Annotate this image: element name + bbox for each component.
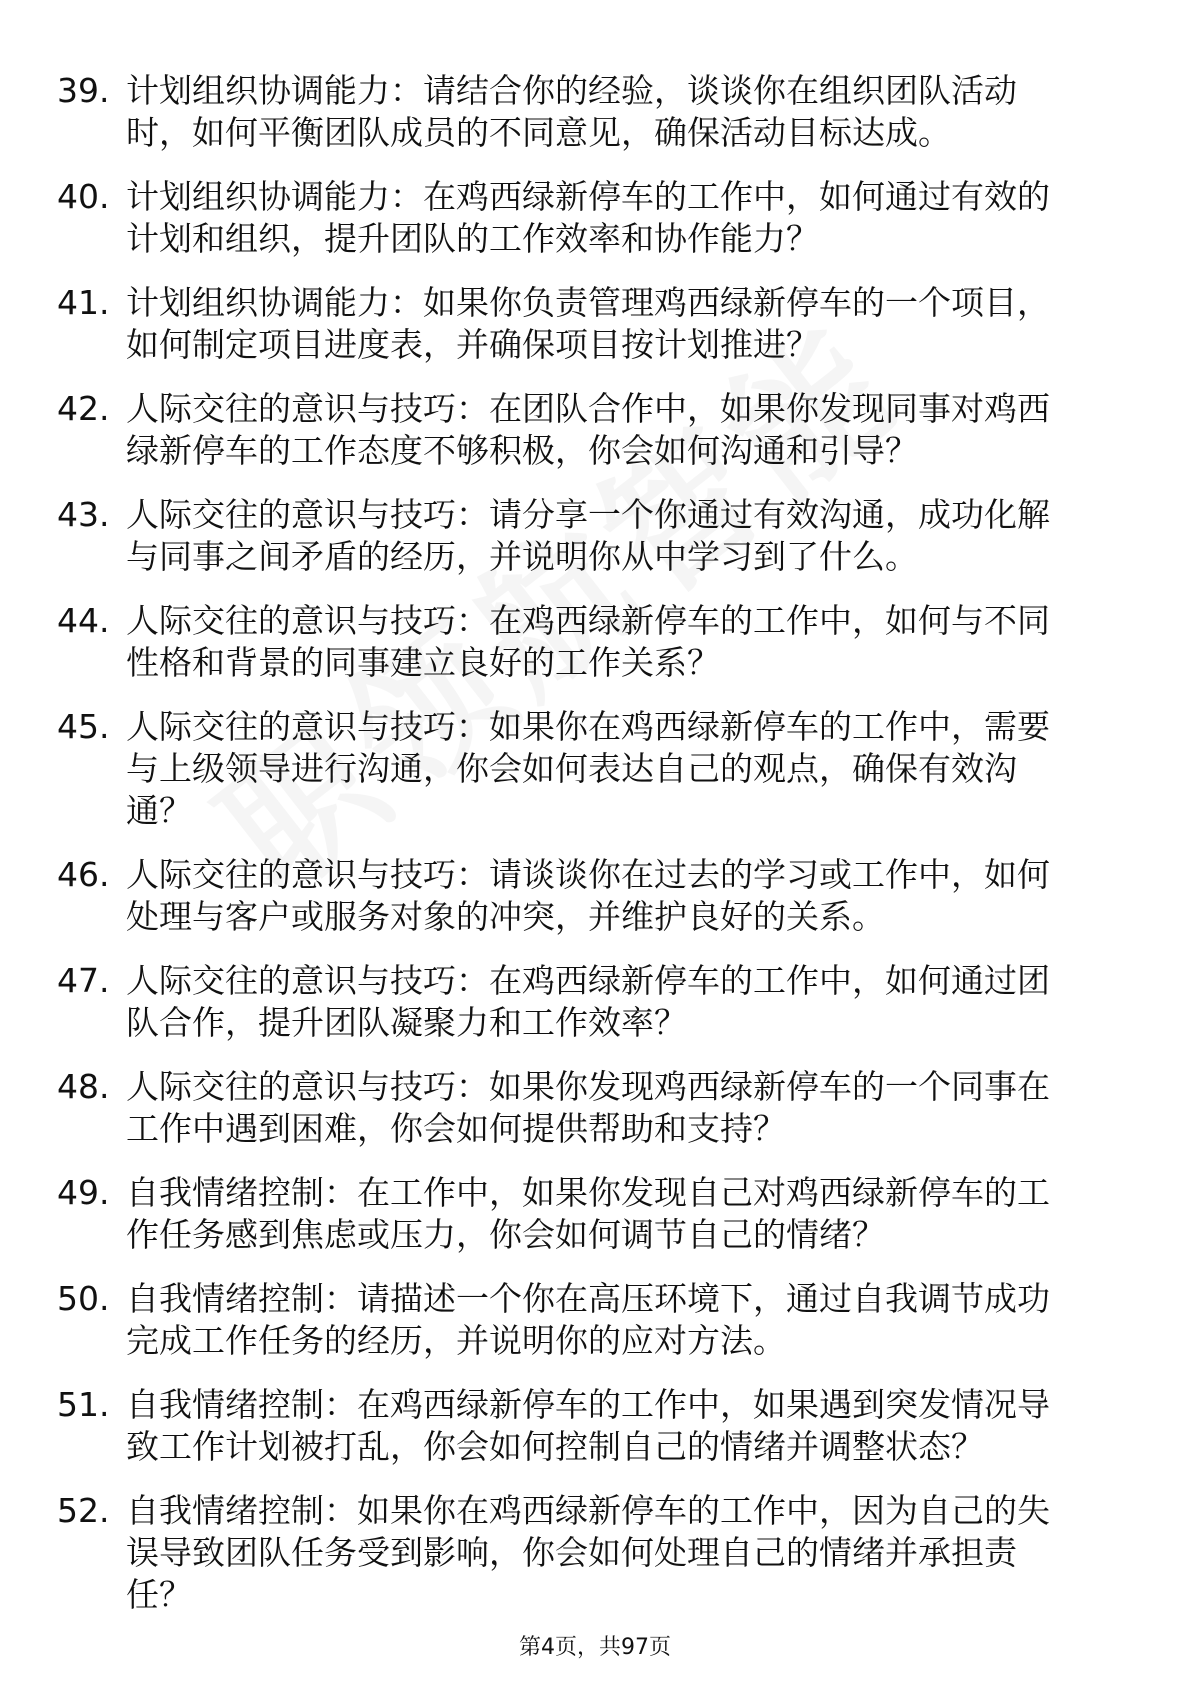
question-item-46 [0,854,1056,938]
question-item-48 [0,1066,1056,1150]
question-number: 52. [57,1491,110,1530]
question-item-40 [0,176,1056,260]
question-item-44 [0,600,1056,684]
question-number: 43. [57,495,110,534]
question-text: 人际交往的意识与技巧：在鸡西绿新停车的工作中，如何通过团队合作，提升团队凝聚力和工作效率？ [126,961,1050,1042]
question-item-41 [0,282,1056,366]
question-number: 42. [57,389,110,428]
question-text: 人际交往的意识与技巧：如果你在鸡西绿新停车的工作中，需要与上级领导进行沟通，你会如何表达自己的观点，确保有效沟通？ [126,707,1050,830]
question-text: 计划组织协调能力：在鸡西绿新停车的工作中，如何通过有效的计划和组织，提升团队的工作效率和协作能力？ [126,177,1050,258]
question-number: 45. [57,707,110,746]
page-number: 第4页，共97页 [519,1635,671,1660]
question-number: 44. [57,601,110,640]
question-number: 48. [57,1067,110,1106]
question-number: 40. [57,177,110,216]
question-number: 46. [57,855,110,894]
question-text: 计划组织协调能力：请结合你的经验，谈谈你在组织团队活动时，如何平衡团队成员的不同意见，确保活动目标达成。 [126,71,1017,152]
question-item-47 [0,960,1056,1044]
question-text: 人际交往的意识与技巧：如果你发现鸡西绿新停车的一个同事在工作中遇到困难，你会如何提供帮助和支持？ [126,1067,1050,1148]
question-text: 自我情绪控制：请描述一个你在高压环境下，通过自我调节成功完成工作任务的经历，并说明你的应对方法。 [126,1279,1050,1360]
question-item-50 [0,1278,1056,1362]
question-text: 人际交往的意识与技巧：请谈谈你在过去的学习或工作中，如何处理与客户或服务对象的冲突，并维护良好的关系。 [126,855,1050,936]
question-item-43 [0,494,1056,578]
question-text: 计划组织协调能力：如果你负责管理鸡西绿新停车的一个项目，如何制定项目进度表，并确保项目按计划推进？ [126,283,1050,364]
question-number: 39. [57,71,110,110]
question-text: 自我情绪控制：如果你在鸡西绿新停车的工作中，因为自己的失误导致团队任务受到影响，你会如何处理自己的情绪并承担责任？ [126,1491,1050,1614]
question-text: 自我情绪控制：在工作中，如果你发现自己对鸡西绿新停车的工作任务感到焦虑或压力，你会如何调节自己的情绪？ [126,1173,1050,1254]
question-item-39 [0,70,1056,154]
question-number: 50. [57,1279,110,1318]
question-text: 自我情绪控制：在鸡西绿新停车的工作中，如果遇到突发情况导致工作计划被打乱，你会如何控制自己的情绪并调整状态？ [126,1385,1050,1466]
question-number: 51. [57,1385,110,1424]
question-item-49 [0,1172,1056,1256]
page-footer [0,1634,1190,1662]
question-list [0,70,1190,1616]
question-item-52 [0,1490,1056,1616]
question-item-42 [0,388,1056,472]
question-text: 人际交往的意识与技巧：请分享一个你通过有效沟通，成功化解与同事之间矛盾的经历，并说明你从中学习到了什么。 [126,495,1050,576]
question-item-51 [0,1384,1056,1468]
question-number: 47. [57,961,110,1000]
question-item-45 [0,706,1056,832]
question-text: 人际交往的意识与技巧：在鸡西绿新停车的工作中，如何与不同性格和背景的同事建立良好的工作关系？ [126,601,1050,682]
question-number: 49. [57,1173,110,1212]
question-number: 41. [57,283,110,322]
question-text: 人际交往的意识与技巧：在团队合作中，如果你发现同事对鸡西绿新停车的工作态度不够积极，你会如何沟通和引导？ [126,389,1050,470]
